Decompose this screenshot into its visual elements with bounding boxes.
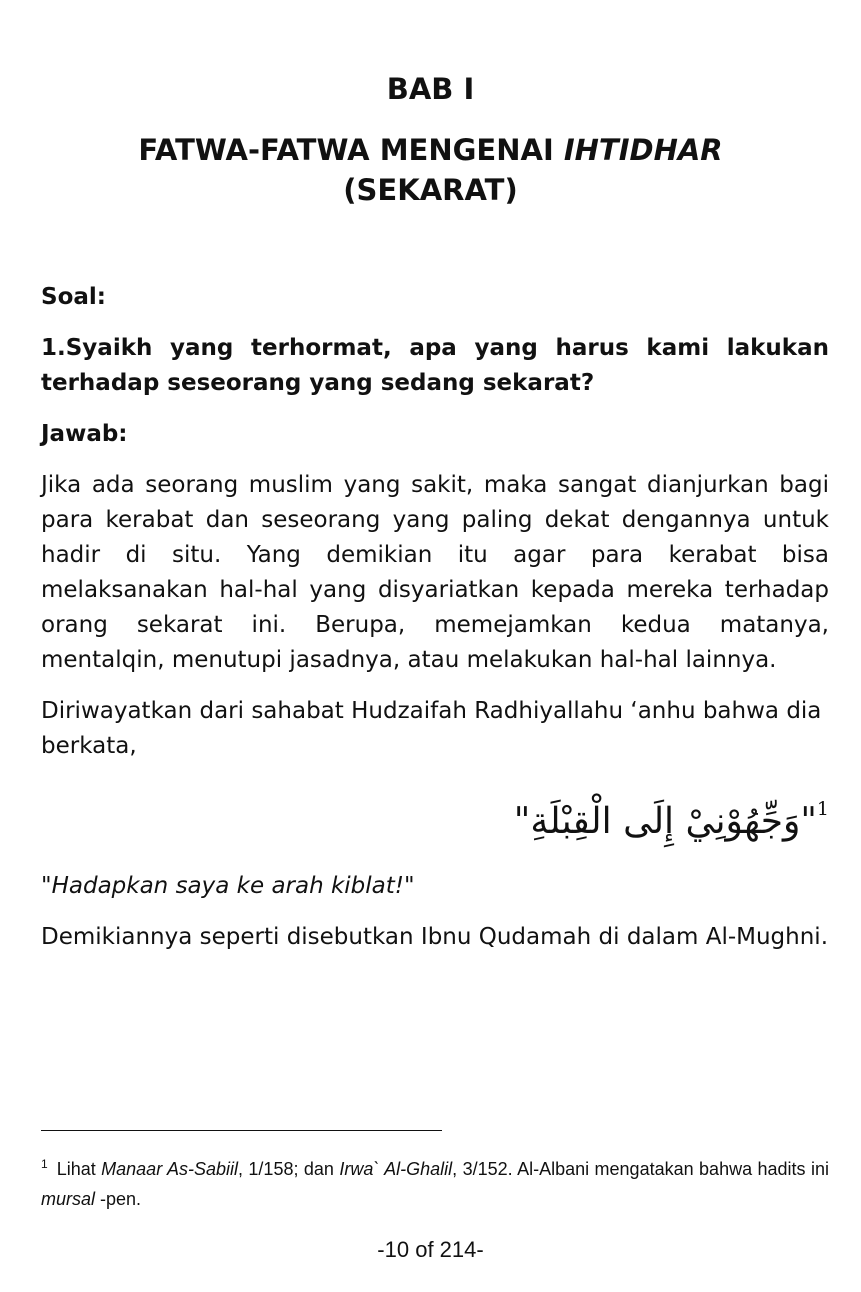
chapter-title-italic-term: IHTIDHAR	[563, 133, 723, 167]
footnote-divider	[41, 1130, 442, 1131]
answer-label: Jawab:	[41, 421, 128, 447]
answer-paragraph: Jika ada seorang muslim yang sakit, maka sangat dianjurkan bagi para kerabat dan seseorang yang paling dekat dengannya untuk hadir di situ. Yang demikian itu agar para kerabat bisa melaksanakan hal-hal yang disyariatkan kepada mereka terhadap orang sekarat ini. Berupa, memejamkan kedua matanya, mentalqin, menutupi jasadnya, atau melakukan hal-hal lainnya.	[41, 472, 829, 673]
chapter-title-prefix: FATWA-FATWA MENGENAI	[138, 133, 564, 167]
question-text: 1.Syaikh yang terhormat, apa yang harus kami lakukan terhadap seseorang yang sedang sekarat?	[41, 335, 829, 396]
narration-paragraph: Diriwayatkan dari sahabat Hudzaifah Radhiyallahu ‘anhu bahwa dia berkata,	[41, 698, 822, 759]
page-number: -10 of 214-	[377, 1237, 484, 1262]
question-label: Soal:	[41, 284, 106, 310]
closing-paragraph: Demikiannya seperti disebutkan Ibnu Qudamah di dalam Al-Mughni.	[41, 924, 829, 950]
footnote	[41, 1149, 829, 1214]
document-content	[41, 280, 829, 971]
chapter-title	[0, 130, 861, 210]
footnote-number: 1	[41, 1157, 48, 1171]
footnote-between: , 1/158; dan	[237, 1159, 340, 1179]
chapter-title-line-2: (SEKARAT)	[343, 173, 518, 207]
arabic-quote	[41, 780, 829, 851]
footnote-intro: Lihat	[56, 1159, 102, 1179]
translation-text: "Hadapkan saya ke arah kiblat!"	[41, 873, 415, 899]
arabic-text: "وَجِّهُوْنِيْ إِلَى الْقِبْلَةِ"	[513, 801, 817, 842]
footnote-after-book-2: , 3/152. Al-Albani mengatakan bahwa hadits ini	[452, 1159, 829, 1179]
chapter-heading: BAB I	[386, 72, 475, 106]
footnote-book-1: Manaar As-Sabiil	[101, 1159, 238, 1179]
footnote-reference: 1	[816, 798, 829, 820]
chapter-title-line-1	[0, 130, 861, 170]
footnote-ending: -pen.	[95, 1189, 142, 1209]
footnote-book-2: Irwa` Al-Ghalil	[339, 1159, 453, 1179]
footnote-term: mursal	[41, 1189, 96, 1209]
